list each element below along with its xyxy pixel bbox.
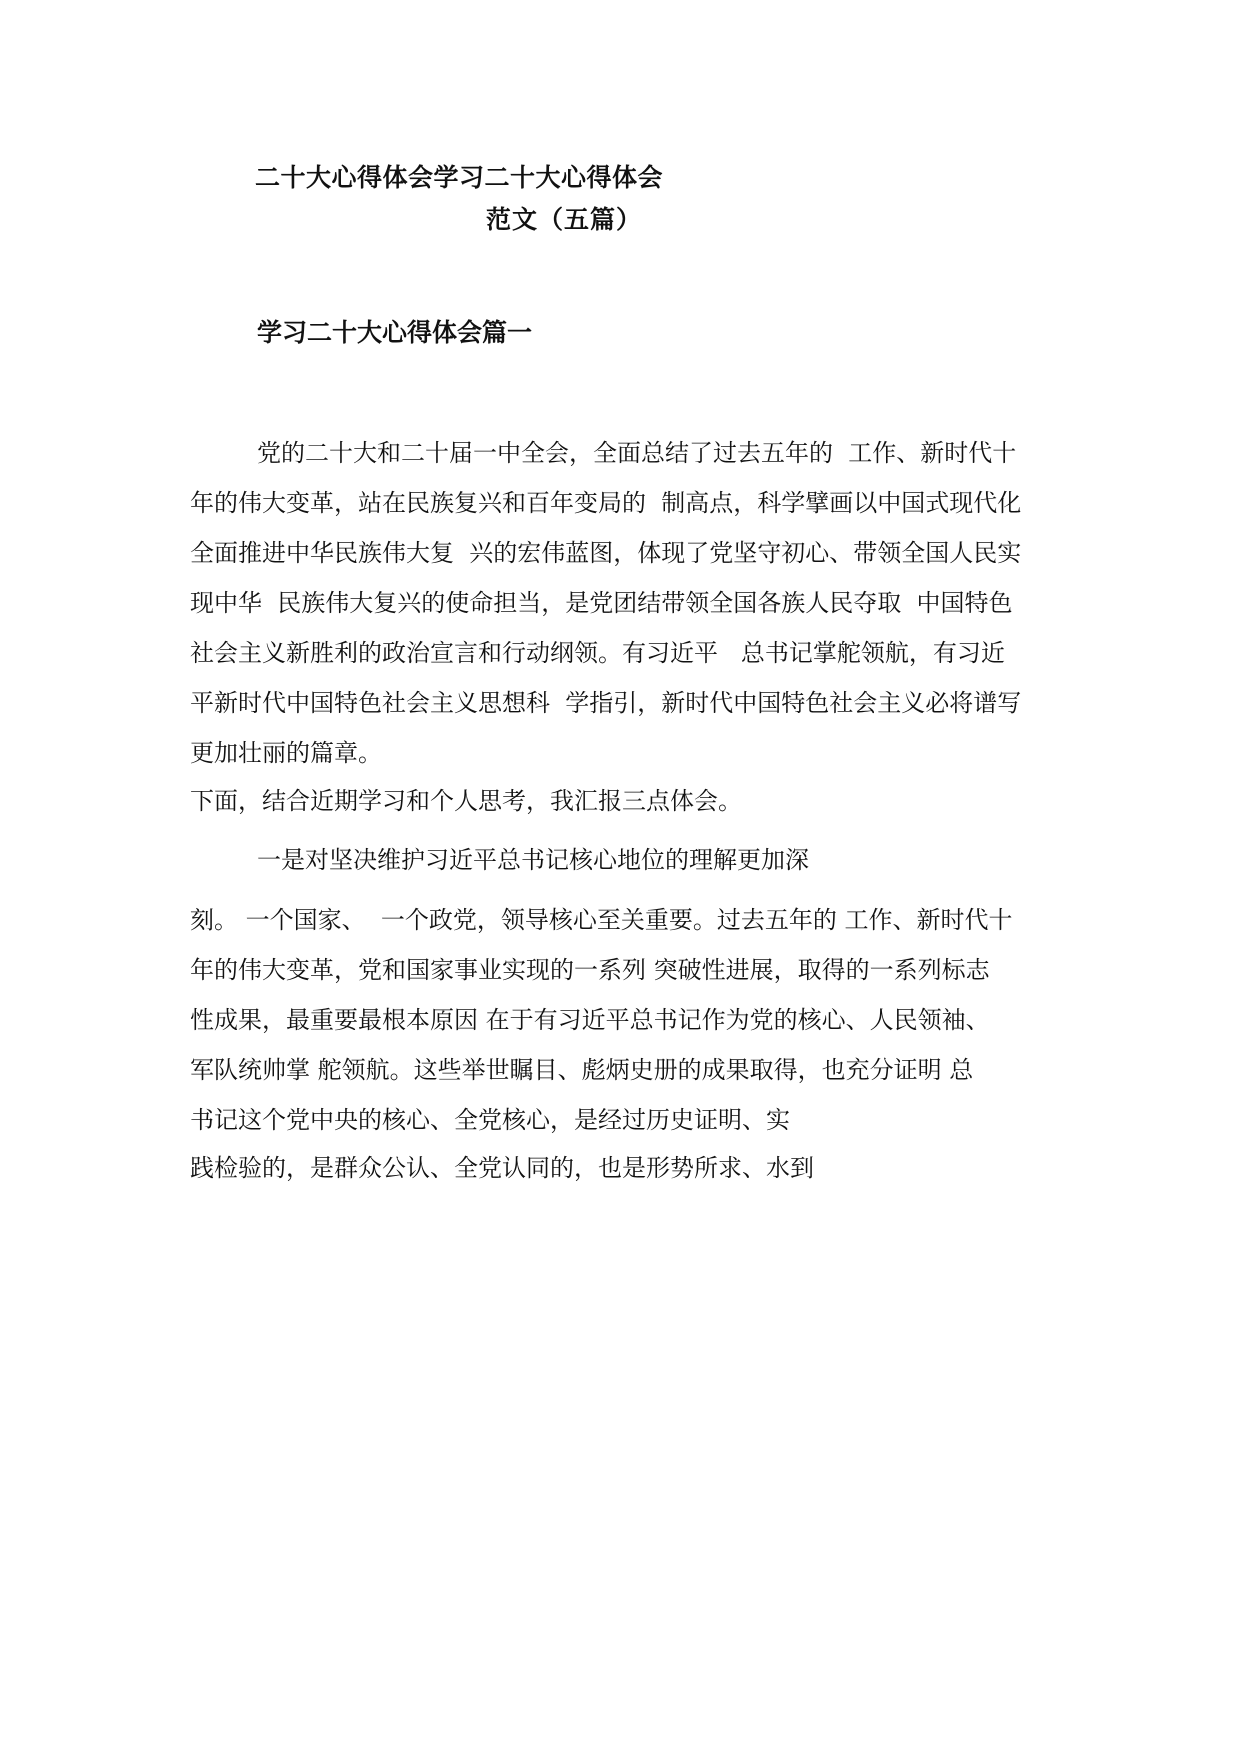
document-title: 二十大心得体会学习二十大心得体会: [255, 163, 664, 192]
paragraph-line: 党的二十大和二十届一中全会，全面总结了过去五年的 工作、新时代十: [257, 439, 1017, 467]
paragraph-line: 军队统帅掌 舵领航。这些举世瞩目、彪炳史册的成果取得，也充分证明 总: [190, 1056, 974, 1084]
paragraph-line: 平新时代中国特色社会主义思想科 学指引，新时代中国特色社会主义必将谱写: [190, 689, 1022, 717]
paragraph-line: 全面推进中华民族伟大复 兴的宏伟蓝图，体现了党坚守初心、带领全国人民实: [190, 539, 1022, 567]
paragraph-line: 刻。 一个国家、 一个政党，领导核心至关重要。过去五年的 工作、新时代十: [190, 906, 1013, 934]
paragraph-line: 践检验的，是群众公认、全党认同的，也是形势所求、水到: [190, 1154, 814, 1182]
paragraph-line: 更加壮丽的篇章。: [190, 739, 382, 767]
paragraph-line: 年的伟大变革，站在民族复兴和百年变局的 制高点，科学擘画以中国式现代化: [190, 489, 1022, 517]
paragraph-line: 社会主义新胜利的政治宣言和行动纲领。有习近平 总书记掌舵领航，有习近: [190, 639, 1005, 667]
paragraph-line: 性成果，最重要最根本原因 在于有习近平总书记作为党的核心、人民领袖、: [190, 1006, 990, 1034]
document-subtitle: 范文（五篇）: [486, 205, 643, 234]
paragraph-line: 一是对坚决维护习近平总书记核心地位的理解更加深: [257, 846, 809, 874]
paragraph-line: 现中华 民族伟大复兴的使命担当，是党团结带领全国各族人民夺取 中国特色: [190, 589, 1013, 617]
paragraph-line: 下面，结合近期学习和个人思考，我汇报三点体会。: [190, 787, 742, 815]
paragraph-line: 书记这个党中央的核心、全党核心，是经过历史证明、实: [190, 1106, 790, 1134]
section-heading: 学习二十大心得体会篇一: [257, 318, 533, 347]
paragraph-line: 年的伟大变革，党和国家事业实现的一系列 突破性进展，取得的一系列标志: [190, 956, 990, 984]
